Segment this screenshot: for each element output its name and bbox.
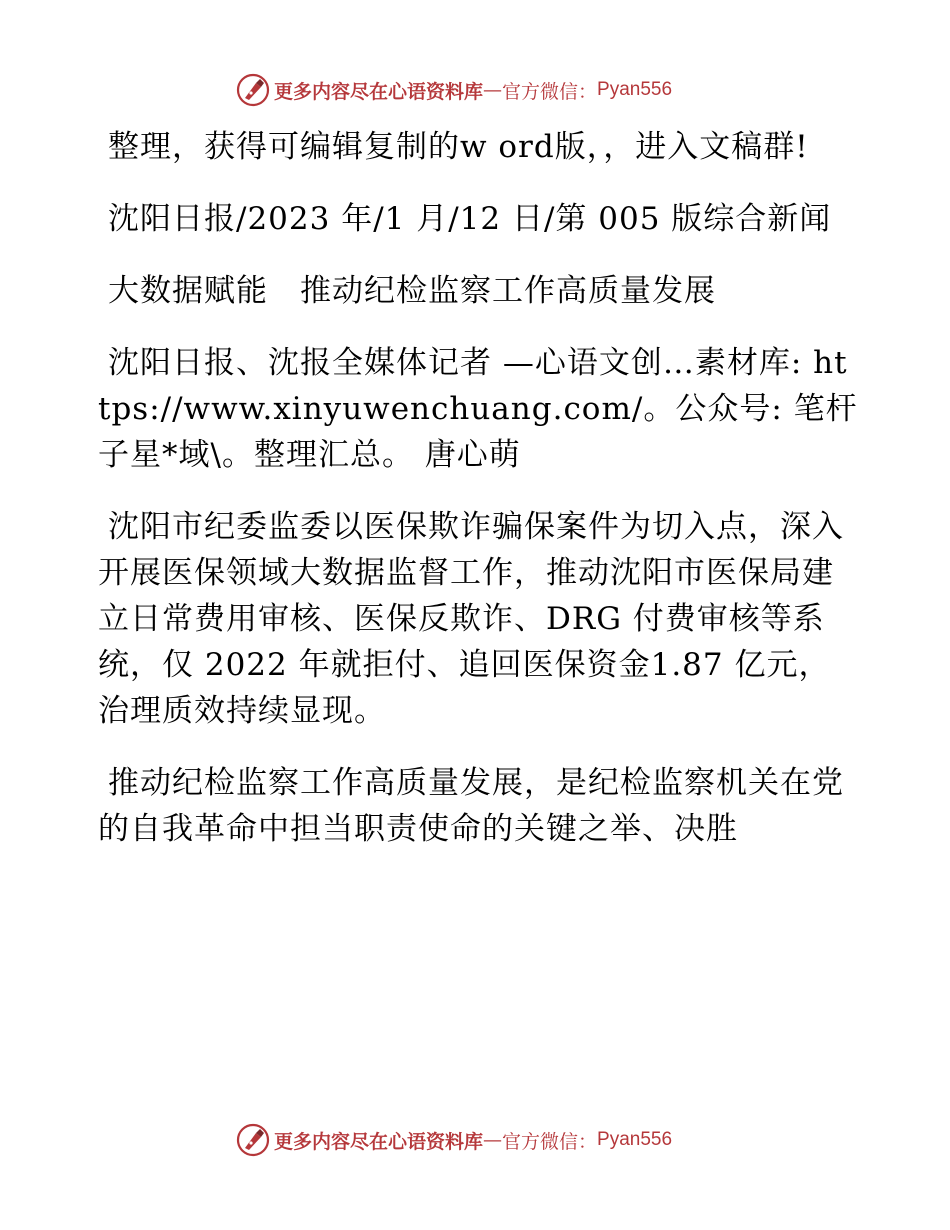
wechat-id: Pyan556 bbox=[597, 1129, 673, 1150]
paragraph-body-2: 推动纪检监察工作高质量发展，是纪检监察机关在党的自我革命中担当职责使命的关键之举、决胜 bbox=[98, 765, 844, 847]
document-body bbox=[98, 124, 858, 878]
paragraph-source: 沈阳日报/2023 年/1 月/12 日/第 005 版综合新闻 bbox=[108, 201, 832, 237]
site-name: 更多内容尽在心语资料库 bbox=[274, 80, 484, 103]
paragraph-intro: 整理，获得可编辑复制的w ord版，，进入文稿群! bbox=[108, 129, 809, 165]
pen-nib-icon bbox=[236, 1123, 270, 1157]
paragraph-body-1: 沈阳市纪委监委以医保欺诈骗保案件为切入点，深入开展医保领域大数据监督工作，推动沈阳市医保局建立日常费用审核、医保反欺诈、DRG 付费审核等系统，仅 2022 年就拒付、追回医保资金1.87 亿元，治理质效持续显现。 bbox=[98, 509, 844, 729]
separator-dash: — bbox=[483, 1129, 503, 1151]
official-wechat-label: 官方微信： bbox=[502, 80, 598, 103]
wechat-id: Pyan556 bbox=[597, 79, 673, 100]
header-banner bbox=[236, 72, 716, 108]
official-wechat-label: 官方微信： bbox=[502, 1130, 598, 1153]
pen-nib-icon bbox=[236, 73, 270, 107]
footer-banner bbox=[236, 1122, 716, 1158]
article-title: 大数据赋能 推动纪检监察工作高质量发展 bbox=[108, 273, 716, 309]
separator-dash: — bbox=[483, 79, 503, 101]
site-name: 更多内容尽在心语资料库 bbox=[274, 1130, 484, 1153]
paragraph-byline: 沈阳日报、沈报全媒体记者 —心语文创…素材库: https://www.xinyuwenchuang.com/。公众号: 笔杆子星*域\。整理汇总。 唐心萌 bbox=[98, 345, 858, 473]
